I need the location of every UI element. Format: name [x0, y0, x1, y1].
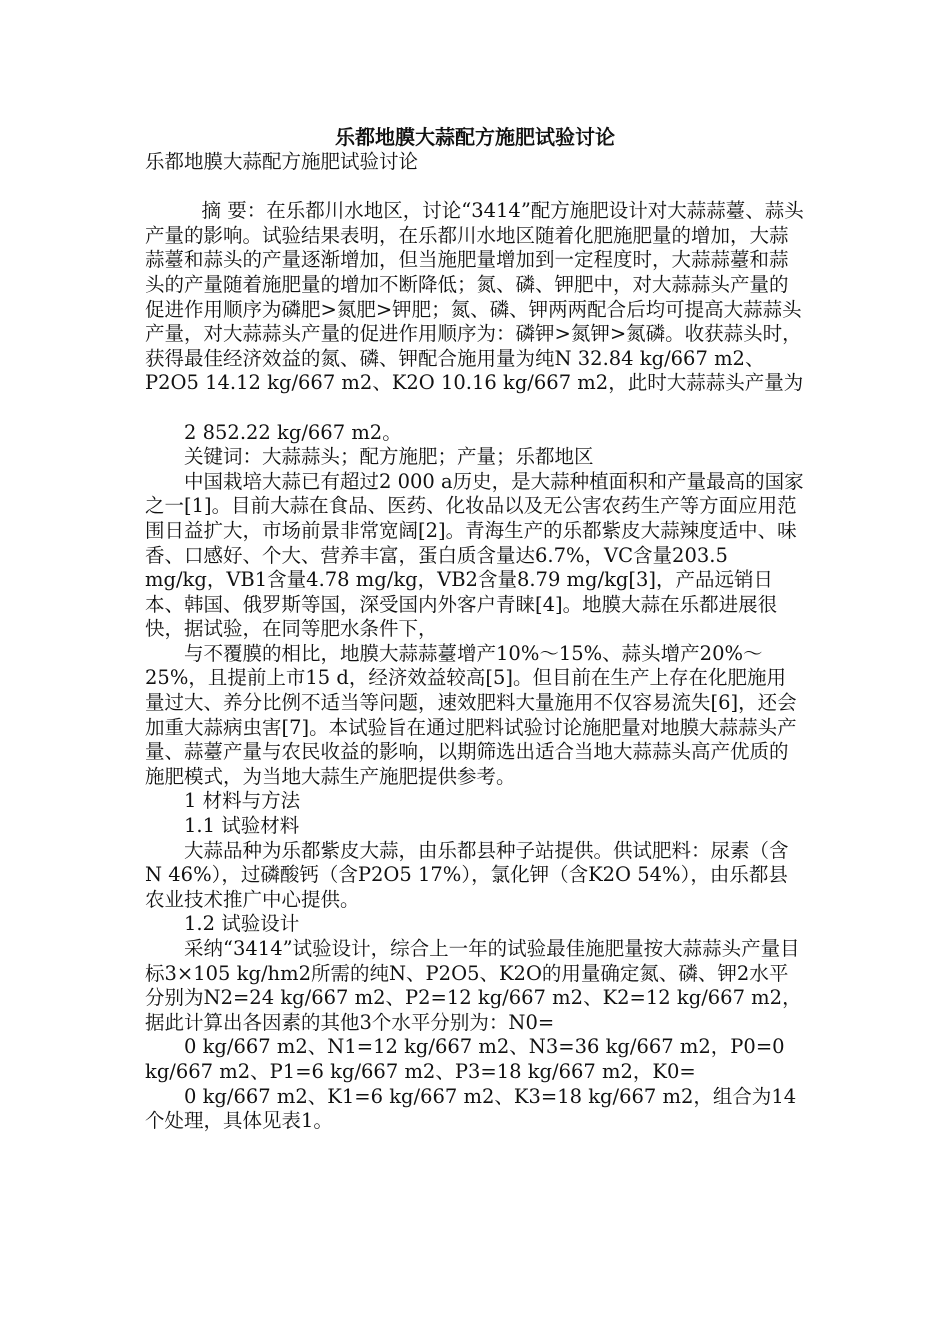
blank-line — [145, 175, 805, 200]
intro-paragraph-2: 与不覆膜的相比，地膜大蒜蒜薹增产10%～15%、蒜头增产20%～25%，且提前上市15 d，经济效益较高[5]。但目前在生产上存在化肥施用量过大、养分比例不适当等问题，速效肥料大量施用不仅容易流失[6]，还会加重大蒜病虫害[7]。本试验旨在通过肥料试验讨论施肥量对地膜大蒜蒜头产量、蒜薹产量与农民收益的影响，以期筛选出适合当地大蒜蒜头高产优质的施肥模式，为当地大蒜生产施肥提供参考。 — [145, 641, 797, 788]
document-title: 乐都地膜大蒜配方施肥试验讨论 — [335, 125, 615, 149]
section-heading-1-1: 1.1 试验材料 — [184, 814, 300, 838]
document-body — [145, 150, 805, 1134]
abstract-paragraph: 摘 要：在乐都川水地区，讨论“3414”配方施肥设计对大蒜蒜薹、蒜头产量的影响。试验结果表明，在乐都川水地区随着化肥施肥量的增加，大蒜蒜薹和蒜头的产量逐渐增加，但当施肥量增加到一定程度时，大蒜蒜薹和蒜头的产量随着施肥量的增加不断降低；氮、磷、钾肥中，对大蒜蒜头产量的促进作用顺序为磷肥>氮肥>钾肥；氮、磷、钾两两配合后均可提高大蒜蒜头产量，对大蒜蒜头产量的促进作用顺序为：磷钾>氮钾>氮磷。收获蒜头时，获得最佳经济效益的氮、磷、钾配合施用量为纯N 32.84 kg/667 m2、P2O5 14.12 kg/667 m2、K2O 10.16 kg/667 m2，此时大蒜蒜头产量为 — [145, 199, 804, 395]
design-paragraph-b: 0 kg/667 m2、N1=12 kg/667 m2、N3=36 kg/667 m2，P0=0 kg/667 m2、P1=6 kg/667 m2、P3=18 kg/667 m2，K0= — [145, 1035, 785, 1083]
document-subtitle: 乐都地膜大蒜配方施肥试验讨论 — [145, 150, 419, 173]
section-heading-1-2: 1.2 试验设计 — [184, 912, 300, 936]
intro-paragraph-1: 中国栽培大蒜已有超过2 000 a历史，是大蒜种植面积和产量最高的国家之一[1]。目前大蒜在食品、医药、化妆品以及无公害农药生产等方面应用范围日益扩大，市场前景非常宽阔[2]。青海生产的乐都紫皮大蒜辣度适中、味香、口感好、个大、营养丰富，蛋白质含量达6.7%，VC含量203.5 mg/kg，VB1含量4.78 mg/kg，VB2含量8.79 mg/kg[3]，产品远销日本、韩国、俄罗斯等国，深受国内外客户青睐[4]。地膜大蒜在乐都进展很快，据试验，在同等肥水条件下， — [145, 469, 804, 641]
design-paragraph-a: 采纳“3414”试验设计，综合上一年的试验最佳施肥量按大蒜蒜头产量目标3×105 kg/hm2所需的纯N、P2O5、K2O的用量确定氮、磷、钾2水平分别为N2=24 kg/667 m2、P2=12 kg/667 m2、K2=12 kg/667 m2，据此计算出各因素的其他3个水平分别为：N0= — [145, 937, 802, 1034]
design-paragraph-c: 0 kg/667 m2、K1=6 kg/667 m2、K3=18 kg/667 m2，组合为14个处理，具体见表1。 — [145, 1084, 797, 1133]
materials-paragraph: 大蒜品种为乐都紫皮大蒜，由乐都县种子站提供。供试肥料：尿素（含N 46%），过磷酸钙（含P2O5 17%），氯化钾（含K2O 54%），由乐都县农业技术推广中心提供。 — [145, 838, 789, 911]
blank-line — [145, 396, 805, 421]
section-heading-1: 1 材料与方法 — [184, 789, 301, 813]
keywords-line: 关键词：大蒜蒜头；配方施肥；产量；乐都地区 — [184, 445, 594, 469]
abstract-end-line: 2 852.22 kg/667 m2。 — [184, 420, 402, 444]
